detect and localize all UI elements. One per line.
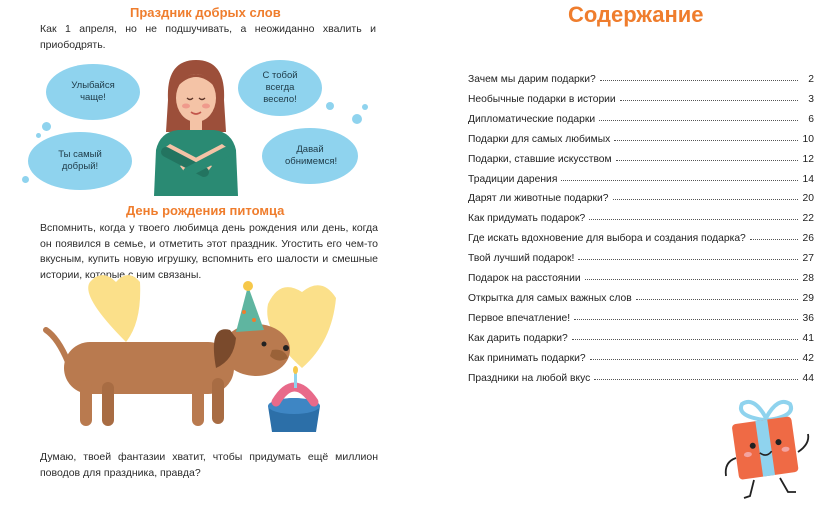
toc-leader-dots [599, 120, 798, 121]
toc-entry-title: Твой лучший подарок! [468, 253, 575, 265]
toc-leader-dots [574, 319, 798, 320]
toc-entry [468, 305, 814, 324]
toc-entry [468, 205, 814, 224]
toc-entry [468, 365, 814, 384]
toc-entry-title: Где искать вдохновение для выбора и создания подарка? [468, 233, 746, 245]
toc-leader-dots [585, 279, 798, 280]
toc-entry-title: Как дарить подарки? [468, 332, 568, 344]
toc-entry-title: Первое впечатление! [468, 312, 571, 324]
toc-entry-title: Как принимать подарки? [468, 352, 586, 364]
toc-leader-dots [620, 100, 798, 101]
toc-leader-dots [614, 140, 798, 141]
toc-entry-page: 3 [808, 93, 814, 105]
toc-entry-title: Подарок на расстоянии [468, 273, 581, 284]
toc-entry-title: Дипломатические подарки [468, 113, 596, 125]
bubble-tail [22, 176, 29, 183]
toc-entry-page: 22 [802, 213, 814, 225]
toc-entry-page: 26 [802, 233, 814, 245]
bubble-tail [36, 133, 41, 138]
girl-illustration [146, 54, 246, 196]
toc-entry-page: 28 [802, 273, 814, 284]
gift-character-illustration [714, 392, 818, 502]
toc-entry-page: 14 [802, 173, 814, 185]
toc-entry-page: 29 [802, 292, 814, 304]
toc-entry-title: Подарки, ставшие искусством [468, 153, 612, 165]
toc-entry-page: 12 [802, 153, 814, 165]
toc-title: Содержание [568, 2, 704, 27]
right-page [412, 0, 824, 509]
bubble-tail [362, 104, 368, 110]
bubble-smile: Улыбайся чаще! [46, 64, 140, 120]
toc-entry [468, 285, 814, 304]
dog-illustration [40, 272, 390, 448]
toc-leader-dots [600, 80, 798, 81]
toc-leader-dots [589, 219, 798, 220]
toc-entry [468, 325, 814, 344]
toc-leader-dots [616, 160, 798, 161]
bubble-kind: Ты самый добрый! [28, 132, 132, 190]
bubble-fun: С тобой всегда весело! [238, 60, 322, 116]
toc-entry-title: Праздники на любой вкус [468, 372, 591, 384]
toc-entry-title: Необычные подарки в истории [468, 93, 616, 105]
paragraph-kind-words: Как 1 апреля, но не подшучивать, а неожиданно хвалить и приободрять. [40, 23, 376, 51]
bubble-tail [42, 122, 51, 131]
toc-entry [468, 265, 814, 284]
toc-entry [468, 126, 814, 145]
toc-entry [468, 245, 814, 264]
toc-entry [468, 86, 814, 105]
toc-entry-title: Как придумать подарок? [468, 213, 586, 225]
toc-entry-page: 42 [802, 352, 814, 364]
toc-entry-title: Традиции дарения [468, 173, 558, 185]
toc-leader-dots [613, 199, 799, 200]
heading-pet-birthday: День рождения питомца [126, 203, 285, 218]
toc-entry [468, 66, 814, 85]
toc-entry [468, 185, 814, 204]
toc-entry-title: Дарят ли животные подарки? [468, 193, 609, 205]
toc-entry-page: 44 [802, 372, 814, 384]
toc-entry-title: Зачем мы дарим подарки? [468, 74, 596, 85]
heading-kind-words: Праздник добрых слов [130, 5, 281, 20]
toc-leader-dots [578, 259, 798, 260]
toc-entry [468, 166, 814, 185]
toc-entry-page: 10 [802, 133, 814, 145]
toc-entry [468, 106, 814, 125]
toc-entry-page: 20 [802, 193, 814, 205]
toc-entry-title: Подарки для самых любимых [468, 133, 611, 145]
toc-entry-page: 41 [802, 332, 814, 344]
toc-leader-dots [750, 239, 798, 240]
bubble-hug: Давай обнимемся! [262, 128, 358, 184]
toc-leader-dots [636, 299, 798, 300]
toc-entry [468, 146, 814, 165]
toc-entry-page: 36 [802, 312, 814, 324]
toc-entry-title: Открытка для самых важных слов [468, 292, 632, 304]
toc-leader-dots [572, 339, 798, 340]
toc-leader-dots [594, 379, 798, 380]
toc-entry-page: 27 [802, 253, 814, 265]
toc-entry [468, 225, 814, 244]
toc-entry-page: 6 [808, 113, 814, 125]
toc-entry [468, 345, 814, 364]
toc-leader-dots [590, 359, 798, 360]
paragraph-closing: Думаю, твоей фантазии хватит, чтобы придумать ещё миллион поводов для праздника, правда? [40, 451, 378, 479]
paragraph-pet-birthday: Вспомнить, когда у твоего любимца день рождения или день, когда он появился в семье, и отметить этот праздник. Угостить его чем-то вкусным, купить новую игрушку, вспомнить его шалости и смешные истории, которые с ним связаны. [40, 222, 378, 281]
toc-entry-page: 2 [808, 74, 814, 85]
bubble-tail [352, 114, 362, 124]
bubble-tail [326, 102, 334, 110]
toc-leader-dots [561, 180, 798, 181]
